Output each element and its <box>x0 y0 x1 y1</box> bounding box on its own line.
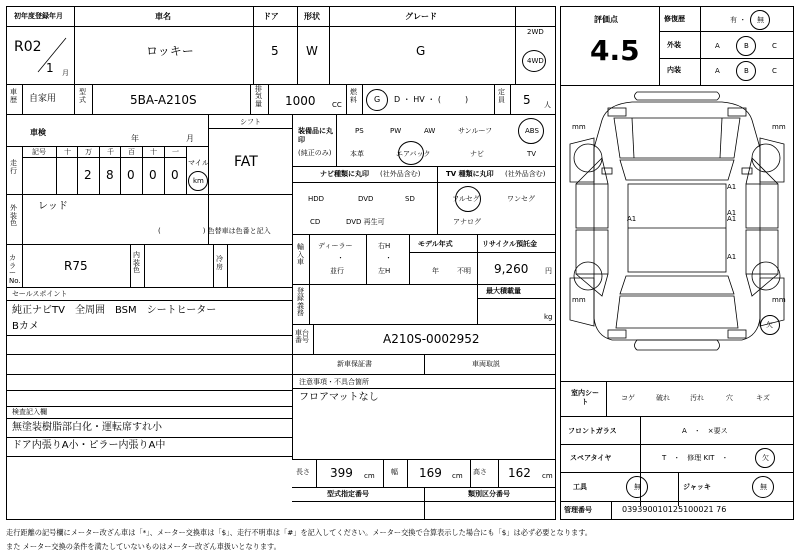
tv-item: ワンセグ <box>507 195 535 203</box>
digit-label: 千 <box>107 148 114 156</box>
rule <box>22 244 23 287</box>
rule <box>560 85 794 86</box>
repair-opts: 有 ・ <box>730 16 747 24</box>
equipment-title: 装備品に丸印 <box>298 127 333 145</box>
rule <box>292 166 556 167</box>
rule <box>6 335 292 336</box>
doors-value: 5 <box>271 44 279 58</box>
equipment-subtitle: (純正のみ) <box>298 149 332 157</box>
rule <box>56 146 57 194</box>
damage-mark: A1 <box>727 183 737 191</box>
equip-item: サンルーフ <box>458 127 493 135</box>
rule <box>6 26 556 27</box>
length-value: 399 <box>330 466 353 480</box>
rule <box>329 6 330 84</box>
rule <box>515 6 516 84</box>
rule <box>470 459 471 487</box>
year-unit: 年 <box>432 267 439 275</box>
car-name-value: ロッキー <box>146 44 194 58</box>
mileage-digit: 2 <box>84 168 92 182</box>
repaint-note: ( ) 色替車は色番と記入 <box>158 227 271 235</box>
rule <box>6 456 292 457</box>
width-label: 幅 <box>391 468 398 476</box>
shift-label: シフト <box>240 118 261 126</box>
fuel-g-circle <box>366 89 388 111</box>
fuel-label: 燃料 <box>350 88 357 104</box>
first-reg-value: R02 <box>14 39 42 55</box>
rule <box>336 114 337 166</box>
import-parallel: 並行 <box>330 267 344 275</box>
cm-unit: cm <box>452 472 463 480</box>
max-load-label: 最大積載量 <box>486 287 521 295</box>
rule <box>6 374 292 375</box>
tools-label: 工具 <box>573 483 587 491</box>
class-label: 類別区分番号 <box>468 490 510 498</box>
rule <box>292 234 556 235</box>
exterior-score-label: 外装 <box>667 41 681 49</box>
rule <box>477 234 478 284</box>
rule <box>659 31 794 32</box>
capacity-value: 5 <box>523 93 531 107</box>
equip-item: ナビ <box>470 150 484 158</box>
rule <box>6 300 292 301</box>
shape-label: 形状 <box>304 12 320 21</box>
digit-label: 記号 <box>32 148 46 156</box>
rule <box>424 487 425 520</box>
first-reg-label: 初年度登録年月 <box>14 12 63 20</box>
mm-mark: mm <box>772 123 786 131</box>
rule <box>6 114 556 115</box>
seat-opt: コゲ <box>621 394 635 402</box>
missing-mark: 欠 <box>766 321 773 329</box>
rule <box>6 354 292 355</box>
rule <box>309 234 310 284</box>
mgmt-label: 管理番号 <box>564 506 592 514</box>
kg-unit: kg <box>544 313 553 321</box>
shift-value: FAT <box>234 154 258 170</box>
car-diagram <box>562 88 792 378</box>
inspection-label: 車検 <box>30 128 46 137</box>
tv-item: アナログ <box>453 218 481 226</box>
recycle-value: 9,260 <box>494 262 529 276</box>
use-value: 自家用 <box>29 94 57 104</box>
rule <box>6 244 292 245</box>
rule <box>313 324 314 354</box>
use-label: 車歴 <box>10 88 17 104</box>
rule <box>366 234 367 284</box>
rule <box>560 501 794 502</box>
footer-line1: 走行距離の記号欄にメーター改ざん車は「*」、メーター交換車は「$」、走行不明車は「#」を記入してください。メーター交換で合算表示した場合にも「$」は必ず必要となります。 <box>6 528 592 537</box>
mileage-digit: 8 <box>106 168 114 182</box>
seat-opt: 破れ <box>656 394 670 402</box>
rule <box>424 354 425 374</box>
rule <box>409 252 556 253</box>
sales-line2: Bカメ <box>12 321 39 332</box>
rule <box>409 234 410 284</box>
spare-label: スペアタイヤ <box>570 454 612 462</box>
rule <box>659 6 660 85</box>
manual-label: 車両取説 <box>472 360 500 368</box>
drive-4wd: 4WD <box>527 57 544 65</box>
repair-label: 修復歴 <box>664 15 685 23</box>
inspector-line1: 無塗装樹脂部白化・運転席すれ小 <box>12 422 162 433</box>
right-h: 右H <box>378 242 391 250</box>
jack-value: 無 <box>760 483 767 491</box>
interior-color-label: 内装色 <box>133 251 140 275</box>
cm-unit: cm <box>542 472 553 480</box>
score-value: 4.5 <box>590 34 640 67</box>
nav-item: DVD 再生可 <box>346 218 385 226</box>
rule <box>477 284 478 324</box>
digit-label: 十 <box>64 148 71 156</box>
rule <box>120 146 121 194</box>
equip-item: エアバック <box>396 150 431 158</box>
rule <box>227 244 228 287</box>
nav-item: SD <box>405 195 415 203</box>
rule <box>208 128 292 129</box>
grade-b: B <box>744 42 749 50</box>
cm-unit: cm <box>364 472 375 480</box>
rule <box>346 84 347 114</box>
color-no-label: カラーNo. <box>9 254 21 286</box>
displacement-value: 1000 <box>285 94 316 108</box>
rule <box>142 146 143 194</box>
equip-item: PS <box>355 127 364 135</box>
rule <box>186 146 187 194</box>
notes-label: 注意事項・不具合箇所 <box>299 378 369 386</box>
inspector-label: 検査記入欄 <box>12 408 47 416</box>
rule <box>268 84 269 114</box>
rule <box>77 146 78 194</box>
rule <box>6 194 292 195</box>
rule <box>213 244 214 287</box>
tv-sub: (社外品含む) <box>505 170 546 178</box>
rule <box>250 84 251 114</box>
jack-label: ジャッキ <box>683 483 711 491</box>
rule <box>292 501 556 502</box>
rule <box>92 84 93 114</box>
width-value: 169 <box>419 466 442 480</box>
digit-label: 一 <box>172 148 179 156</box>
rule <box>292 324 556 325</box>
nav-title: ナビ種類に丸印 <box>320 170 369 178</box>
mileage-digit: 0 <box>127 168 135 182</box>
mileage-label: 走行 <box>10 159 17 175</box>
rule <box>208 114 209 244</box>
import-dealer: ディーラー <box>318 242 353 250</box>
mm-mark: mm <box>572 123 586 131</box>
rule <box>99 146 100 194</box>
rule <box>6 287 292 288</box>
mm-mark: mm <box>772 296 786 304</box>
rule <box>6 390 292 391</box>
car-name-label: 車名 <box>155 12 171 21</box>
rule <box>130 244 131 287</box>
cc-unit: CC <box>332 101 342 109</box>
jack-circle <box>752 476 774 498</box>
unknown-label: 不明 <box>457 267 471 275</box>
rule <box>22 194 23 244</box>
displacement-label: 排気量 <box>255 85 262 108</box>
rule <box>6 418 292 419</box>
digit-label: 十 <box>150 148 157 156</box>
grade-value: G <box>416 44 426 58</box>
sales-line1: 純正ナビTV 全周囲 BSM シートヒーター <box>12 305 217 316</box>
windshield-label: フロントガラス <box>568 427 617 435</box>
inspection-year: 年 <box>131 134 139 143</box>
rule <box>144 244 145 287</box>
rule <box>498 459 499 487</box>
mgmt-value: 039390010125100021 76 <box>622 505 727 514</box>
exterior-color-value: レッド <box>38 201 68 212</box>
rule <box>292 374 556 375</box>
designated-label: 型式指定番号 <box>327 490 369 498</box>
rule <box>407 459 408 487</box>
rule <box>292 459 556 460</box>
yen-unit: 円 <box>545 267 552 275</box>
chassis-label: 車台番号 <box>295 329 309 345</box>
rule <box>383 459 384 487</box>
registration-label: 登録義務 <box>297 287 304 318</box>
seat-label: 室内シート <box>571 389 599 407</box>
tools-circle <box>626 476 648 498</box>
capacity-unit: 人 <box>544 101 551 109</box>
damage-mark: A1 <box>727 253 737 261</box>
rule <box>164 146 165 194</box>
equip-item: 本革 <box>350 150 364 158</box>
grade-label: グレード <box>405 12 437 21</box>
rule <box>606 381 607 416</box>
mileage-digit: 0 <box>171 168 179 182</box>
mileage-digit: 0 <box>149 168 157 182</box>
interior-grade-circle <box>736 61 756 81</box>
length-label: 長さ <box>296 468 310 476</box>
rule <box>6 84 556 85</box>
rule <box>6 406 292 407</box>
nav-sub: (社外品含む) <box>380 170 421 178</box>
equip-item: AW <box>424 127 436 135</box>
mm-mark: mm <box>572 296 586 304</box>
rule <box>292 182 556 183</box>
seat-opt: 汚れ <box>690 394 704 402</box>
exterior-color-label: 外装色 <box>10 204 17 228</box>
rule <box>253 6 254 84</box>
repair-none: 無 <box>757 16 764 24</box>
rule <box>560 444 794 445</box>
rule <box>494 84 495 114</box>
rule <box>74 84 75 114</box>
left-h: 左H <box>378 267 391 275</box>
interior-score-label: 内装 <box>667 66 681 74</box>
rule <box>22 146 23 194</box>
height-value: 162 <box>508 466 531 480</box>
rule <box>362 84 363 114</box>
equip-item: ABS <box>525 127 539 135</box>
seat-opt: キズ <box>756 394 770 402</box>
shape-value: W <box>306 44 318 58</box>
grade-b: B <box>744 67 749 75</box>
warranty-label: 新車保証書 <box>337 360 372 368</box>
rule <box>560 381 794 382</box>
rule <box>297 6 298 84</box>
rule <box>22 157 186 158</box>
spare-missing: 欠 <box>762 454 769 462</box>
model-value: 5BA-A210S <box>130 93 197 107</box>
footer-line2: また メーター交換の条件を満たしていないものはメーター改ざん車扱いとなります。 <box>6 542 281 551</box>
import-label: 輸入車 <box>297 243 304 267</box>
fuel-g: G <box>374 95 381 104</box>
spare-missing-circle <box>755 448 775 468</box>
tv-title: TV 種類に丸印 <box>446 170 494 178</box>
digit-label: 百 <box>128 148 135 156</box>
notes-value: フロアマットなし <box>299 392 379 403</box>
nav-item: DVD <box>358 195 374 203</box>
import-dot: ・ <box>385 254 392 262</box>
grade-c: C <box>772 67 777 75</box>
km-label: km <box>193 177 204 185</box>
month-unit: 月 <box>62 69 69 77</box>
fridge-label: 冷房 <box>216 255 223 271</box>
inspection-month: 月 <box>186 134 194 143</box>
repair-none-circle <box>750 10 770 30</box>
rule <box>6 146 208 147</box>
mile-label: マイル <box>188 159 209 167</box>
model-year-label: モデル年式 <box>418 240 453 248</box>
score-label: 評価点 <box>594 15 618 24</box>
rule <box>437 166 438 234</box>
first-reg-month: 1 <box>46 61 54 75</box>
import-dot: ・ <box>337 254 344 262</box>
rule <box>510 84 511 114</box>
equip-item: TV <box>527 150 537 158</box>
drive-4wd-circle <box>522 50 546 72</box>
rule <box>292 388 556 389</box>
spare-opts: T ・ 修理 KIT ・ <box>662 454 729 462</box>
missing-circle <box>760 315 780 335</box>
damage-mark: A1 <box>627 215 637 223</box>
sales-label: セールスポイント <box>12 290 68 298</box>
rule <box>74 6 75 84</box>
rule <box>292 284 556 285</box>
height-label: 高さ <box>473 468 487 476</box>
km-circle <box>188 171 208 191</box>
recycle-label: リサイクル預託金 <box>482 240 538 248</box>
seat-opt: 穴 <box>726 394 733 402</box>
grade-a: A <box>715 42 720 50</box>
rule <box>309 284 310 324</box>
exterior-grade-circle <box>736 36 756 56</box>
inspector-line2: ドア内張りA小・ピラー内張りA中 <box>12 440 166 451</box>
tv-item: フルセグ <box>452 195 480 203</box>
digit-label: 万 <box>85 148 92 156</box>
equip-item: PW <box>390 127 402 135</box>
nav-item: HDD <box>308 195 325 203</box>
grade-a: A <box>715 67 720 75</box>
model-label: 型式 <box>79 88 86 104</box>
windshield-opts: A ・ ×要ス <box>682 427 728 435</box>
fuel-others: D ・ HV ・ ( ) <box>394 95 469 104</box>
capacity-label: 定員 <box>498 88 505 104</box>
damage-mark: A1 <box>727 215 737 223</box>
rule <box>477 298 556 299</box>
rule <box>700 6 701 85</box>
rule <box>560 416 794 417</box>
chassis-value: A210S-0002952 <box>383 332 480 346</box>
rule <box>316 459 317 487</box>
grade-c: C <box>772 42 777 50</box>
doors-label: ドア <box>263 12 279 21</box>
nav-item: CD <box>310 218 321 226</box>
drive-2wd: 2WD <box>527 28 544 36</box>
rule <box>611 501 612 520</box>
damage-mark: A1 <box>727 209 737 217</box>
rule <box>659 58 794 59</box>
airbag-circle <box>398 141 424 165</box>
abs-circle <box>518 118 544 144</box>
rule <box>22 84 23 114</box>
fullseg-circle <box>455 186 481 212</box>
rule <box>560 472 794 473</box>
rule <box>6 437 292 438</box>
tools-value: 無 <box>634 483 641 491</box>
color-no-value: R75 <box>64 259 88 273</box>
